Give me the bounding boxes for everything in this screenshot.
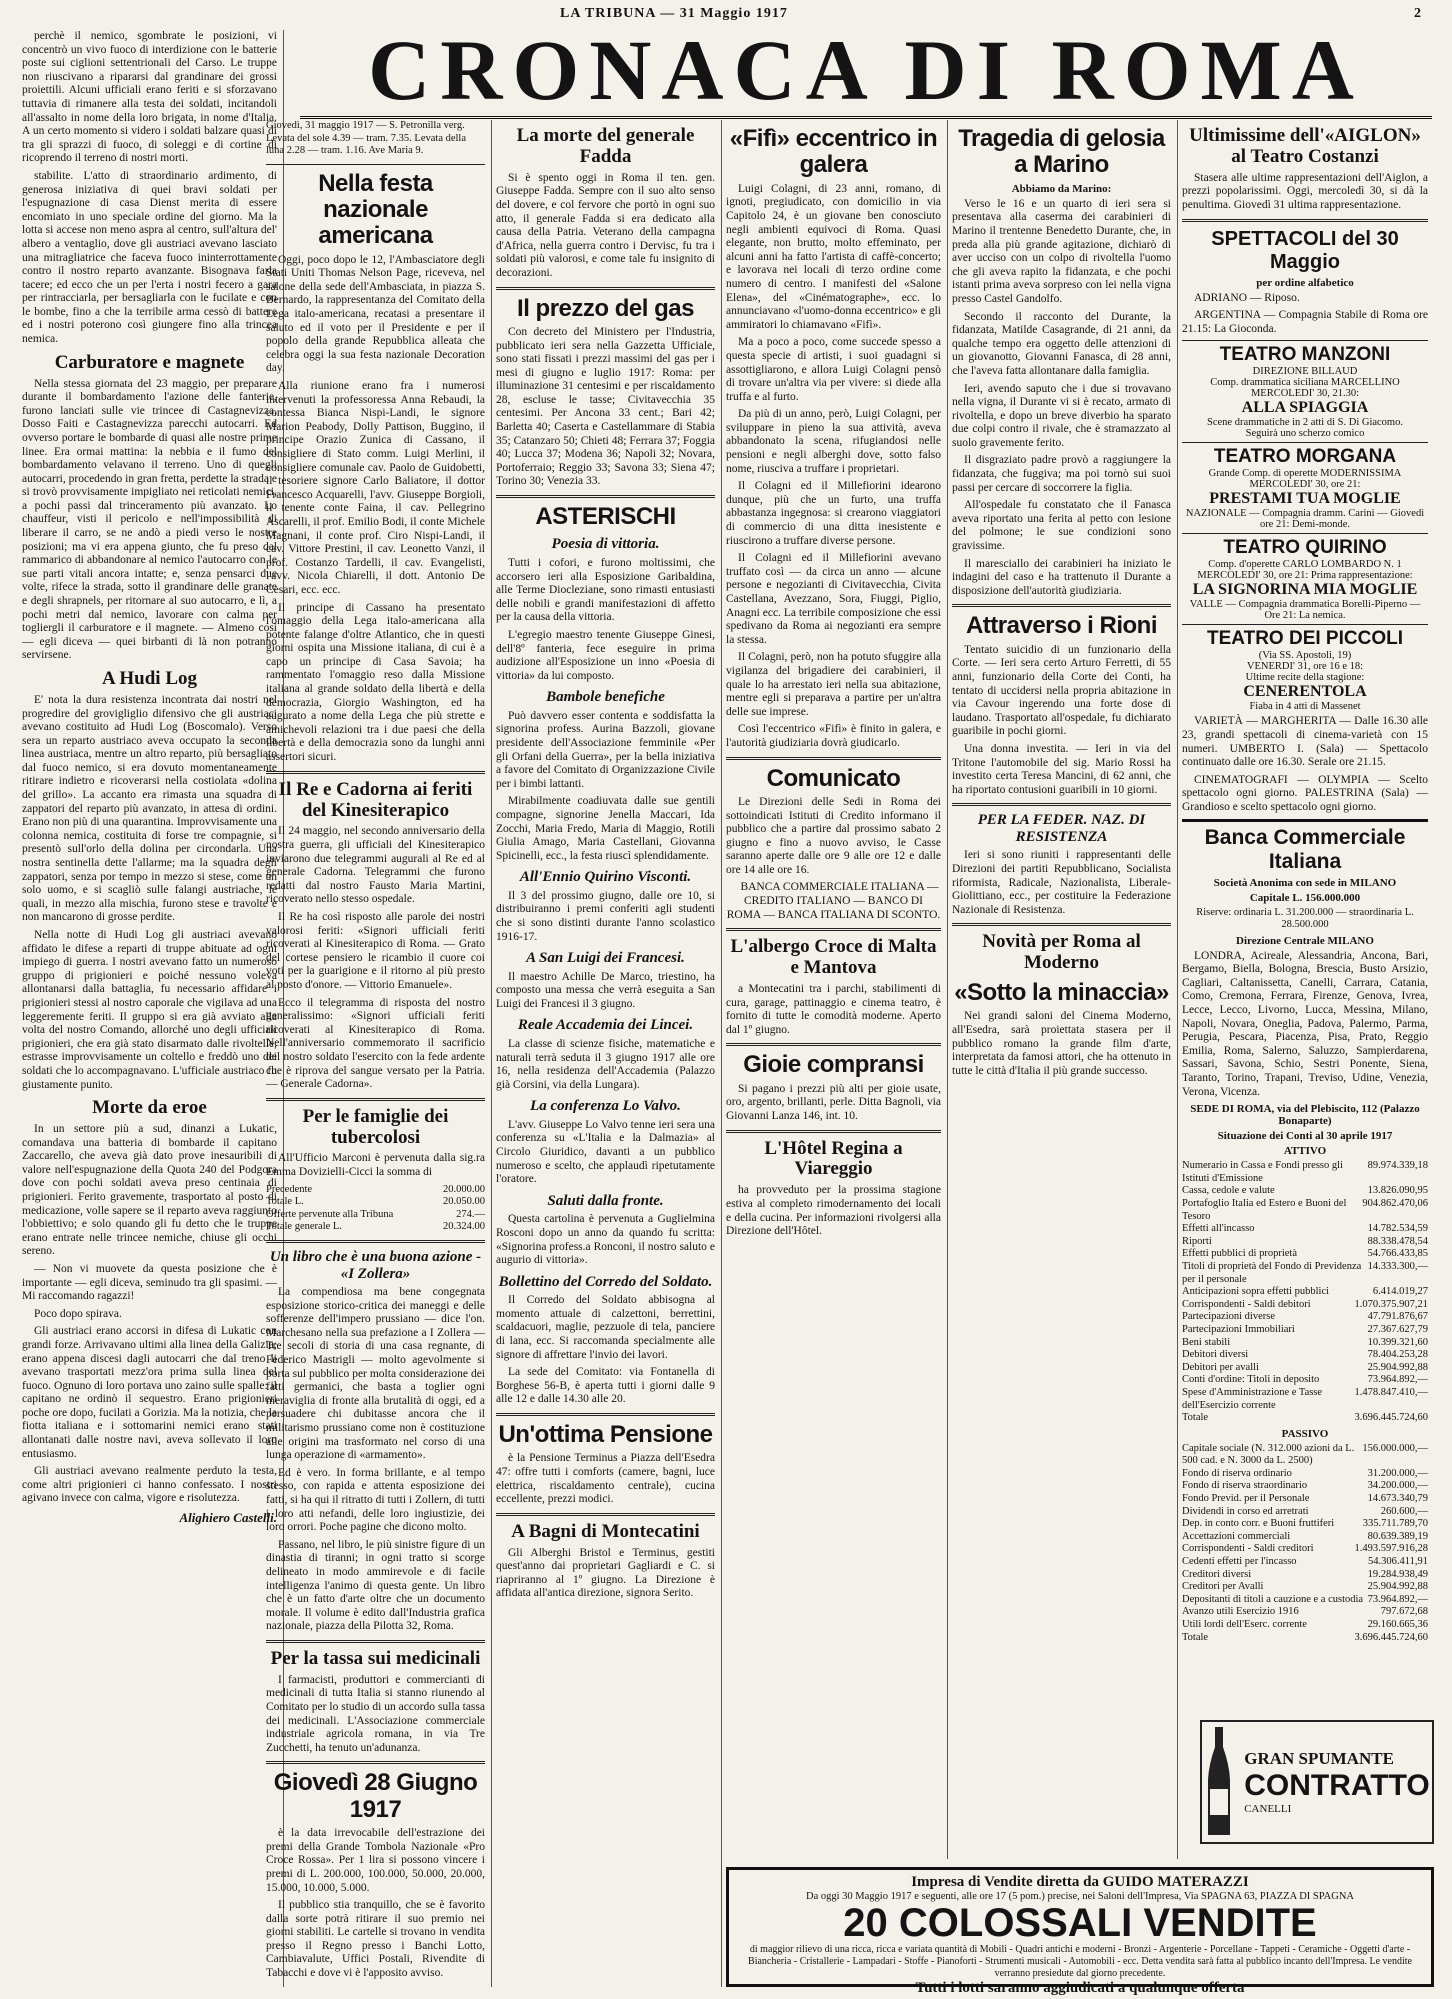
- theatre-direction: DIREZIONE BILLAUD: [1252, 366, 1358, 378]
- subscription-row: Totale generale L. 20.324.00: [266, 1221, 485, 1233]
- balance-item: Utili lordi dell'Eserc. corrente: [1182, 1619, 1307, 1630]
- balance-row: [1182, 1299, 1428, 1312]
- headline-asterischi: ASTERISCHI: [535, 503, 676, 531]
- vendite-company: Impresa di Vendite diretta da GUIDO MATERAZZI: [911, 1874, 1249, 1890]
- balance-item: Dep. in conto corr. e Buoni fruttiferi: [1182, 1518, 1335, 1530]
- balance-item: Titoli di proprietà del Fondo di Previdenza per il personale: [1182, 1260, 1362, 1285]
- column-6: [1182, 120, 1434, 1859]
- balance-row: [1182, 1443, 1428, 1468]
- theatre-play: CENERENTOLA: [1243, 683, 1367, 701]
- divider: [266, 164, 485, 165]
- bank-rome-office: SEDE DI ROMA, via del Plebiscito, 112 (Palazzo Bonaparte): [1190, 1103, 1420, 1128]
- headline-pensione: Un'ottima Pensione: [498, 1420, 713, 1448]
- headline-hotel-regina: L'Hôtel Regina a Viareggio: [764, 1137, 903, 1180]
- balance-amount: 47.791.876,67: [1367, 1311, 1428, 1323]
- spumante-text: [1244, 1749, 1430, 1815]
- divider: [266, 1640, 485, 1643]
- headline-fifi: «Fifì» eccentrico in galera: [729, 125, 938, 179]
- article-paragraph: Una donna investita. — Ieri in via del Tritone l'automobile del sig. Mario Rossi ha investito certa Teresa Mancini, di 62 anni, che ha riportato contusioni guaribili in 10 giorni.: [952, 742, 1171, 796]
- article-paragraph: Nei grandi saloni del Cinema Moderno, all'Esedra, sarà proiettata stasera per il pubblico romano la grande film d'arte, interpretata da famosi attori, che ha ottenuto in tutte le città d'Italia il più grande successo.: [952, 1010, 1171, 1077]
- theatre-time: MERCOLEDI' 30, ore 21: Prima rappresentazione:: [1197, 570, 1413, 582]
- article-paragraph: In un settore più a sud, dinanzi a Lukatic, comandava una batteria di bombarde il capitano Zaccarello, che aveva già dato prove inesauribili di valore nell'espugnazione della Quota 240 del Podgora dove con pochi soldati aveva preso centinaia di prigionieri. Ferito gravemente, trasportato al posto di medicazione, volle sapere se il reparto aveva raggiunto l'obbiettivo; e solo quando gli fu detto che le truppe erano entrate nelle trincee nemiche, chiuse gli occhi sereno.: [22, 1123, 277, 1258]
- article-paragraph: E' nota la dura resistenza incontrata dai nostri nel progredire del grovigliglio difensivo che gli austriaci avevano costituito ad Hudi Log (Boscomalo). Verso sera un reparto austriaco aveva occupato la seconda linea austriaca, mentre un altro reparto, più bersagliato dal fuoco nemico, si era dovuto momentaneamente ritirare indietro e ricoverarsi nella costiolata «dolina del grillo». La accanto era rimasta una squadra di zappatori del reparto più avanzato, in attesa di ordini. Erano non più di una quarantina. Improvvisamente una colonna nemica, costituita di forse tre compagnie, si presentò sull'orlo della dolina per circondarla. Una nostra sentinella dette l'allarme; ma la squadra degli zappatori, senza por tempo in mezzo si stese, come un solo uomo, e si scagliò sulle falangi austriache, le quali, in mezzo alla mischia, furono stese e travolte e non mancarono di grosse perdite.: [22, 693, 277, 924]
- article-paragraph: Mirabilmente coadiuvata dalle sue gentili compagne, signorine Jenella Maccari, Ida Zocchi, Maria Fredo, Maria di Maggio, Rotili Giulia Amago, Maria Castellani, Giovanna Spicinelli, ecc., la festa riuscì splendidamente.: [496, 795, 715, 862]
- spumante-line1: GRAN SPUMANTE: [1244, 1749, 1394, 1768]
- theatre-time: MERCOLEDI' 30, 21.30:: [1250, 388, 1360, 400]
- balance-row: [1182, 1223, 1428, 1236]
- balance-amount: 1.070.375.907,21: [1354, 1298, 1428, 1310]
- balance-row: [1182, 1362, 1428, 1375]
- balance-row: [1182, 1324, 1428, 1337]
- balance-row: [1182, 1493, 1428, 1506]
- cinema-listing: CINEMATOGRAFI — OLYMPIA — Scelto spettacolo ogni giorno. PALESTRINA (Sala) — Grandioso e scelto spettacolo ogni giorno.: [1182, 773, 1428, 813]
- balance-amount: 904.862.470,06: [1362, 1198, 1428, 1209]
- balance-item: Capitale sociale (N. 312.000 azioni da L. 500 cad. e N. 3000 da L. 2500): [1182, 1442, 1355, 1467]
- balance-item: Corrispondenti - Saldi creditori: [1182, 1543, 1314, 1555]
- balance-amount: 73.964.892,—: [1367, 1593, 1428, 1605]
- theatre-quirino: [1182, 533, 1428, 624]
- headline-prezzo-gas: Il prezzo del gas: [517, 294, 694, 322]
- article-paragraph: Il Corredo del Soldato abbisogna al momento attuale di calzettoni, berrettini, scaldacuori, maglie, pezzuole di tela, panciere di lana, ecc. Si raccomanda specialmente alle signore di affrettare l'invio dei lavori.: [496, 1294, 715, 1361]
- vendite-footer: Tutti i lotti saranno aggiudicati a qualunque offerta: [915, 1980, 1245, 1996]
- masthead: [300, 24, 1432, 119]
- balance-row: [1182, 1468, 1428, 1481]
- running-title: LA TRIBUNA — 31 Maggio 1917: [560, 6, 788, 21]
- balance-item: Fondo di riserva straordinario: [1182, 1480, 1308, 1492]
- article-paragraph: Il Re ha così risposto alle parole dei nostri valorosi feriti: «Signori ufficiali feriti ricoverati al Kinesiterapico di Roma. — Grato del cortese pensiero le ricambio il cuore coi voti per la guarigione e il ritorno al più presto al posto d'onore. — Vittorio Emanuele».: [266, 910, 485, 991]
- balance-row: [1182, 1160, 1428, 1185]
- headline-moderno: Novità per Roma al Moderno: [982, 931, 1141, 974]
- balance-amount: 3.696.445.724,60: [1354, 1631, 1428, 1643]
- balance-amount: 73.964.892,—: [1367, 1374, 1428, 1386]
- article-paragraph: Ieri, avendo saputo che i due si trovavano nella vigna, il Durante vi si è recato, armato di rivoltella, e dopo un breve diverbio ha sparato due colpi contro il rivale, che è stramazzato al suolo gravemente ferito.: [952, 382, 1171, 449]
- headline-zollera: Un libro che è una buona azione - «I Zollera»: [269, 1249, 482, 1282]
- divider: [266, 771, 485, 774]
- headline-tombola-date: Giovedì 28 Giugno 1917: [273, 1769, 478, 1823]
- bank-direction: Direzione Centrale MILANO: [1236, 934, 1374, 947]
- passivo-label: PASSIVO: [1281, 1427, 1329, 1440]
- vendite-ad: [726, 1867, 1434, 1996]
- article-paragraph: Alla riunione erano fra i numerosi intervenuti la professoressa Anna Rebaudi, la contessa Bianca Nispi-Landi, le signore Marion Peabody, Dolly Pattison, Buggino, il principe Orazio Zunica di Cassano, il consigliere di Stato comm. Luigi Merlini, il consigliere comunale cav. Paolo de Guidobetti, il tesoriere signore Carlo Baliatore, il dottor Francesco Acquarelli, l'avv. Giuseppe Borgioli, il tenente conte Faina, il cav. Pellegrino Ascarelli, il prof. Emilio Bodi, il conte Michele Magnani, il conte prof. Ciro Nispi-Landi, il cav. Vittore Prestini, il cav. Leonetto Vanzi, il prof. Costanzo Tardelli, il cav. Evangelisti, l'avv. Nicola Chiarelli, il dott. Antonio De Cesari, ecc. ecc.: [266, 380, 485, 596]
- balance-item: Avanzo utili Esercizio 1916: [1182, 1606, 1299, 1618]
- almanac: Giovedì, 31 maggio 1917 — S. Petronilla verg. Levata del sole 4.39 — tram. 7.35. Levata della luna 2.28 — tram. 1.16. Ave Maria 9.: [266, 120, 467, 156]
- balance-amount: 29.160.665,36: [1367, 1619, 1428, 1630]
- balance-amount: 14.782.534,59: [1367, 1223, 1428, 1235]
- balance-item: Creditori per Avalli: [1182, 1581, 1264, 1593]
- article-paragraph: Così l'eccentrico «Fifì» è finito in galera, e l'autorità giudiziaria dovrà giudicarlo.: [726, 723, 941, 749]
- balance-row: [1182, 1248, 1428, 1261]
- article-paragraph: Tentato suicidio di un funzionario della Corte. — Ieri sera certo Arturo Ferretti, di 55 anni, funzionario della Corte dei Conti, ha tentato di uccidersi nella propria abitazione in via Cavour ingerendo una forte dose di laudano. Trasportato all'ospedale, fu dichiarato guaribile in pochi giorni.: [952, 643, 1171, 738]
- balance-item: Partecipazioni diverse: [1182, 1311, 1276, 1323]
- divider: [726, 928, 941, 931]
- theatre-piccoli: [1182, 624, 1428, 715]
- spectacles-subtitle: per ordine alfabetico: [1256, 276, 1354, 289]
- balance-amount: 19.284.938,49: [1367, 1568, 1428, 1580]
- balance-row: [1182, 1480, 1428, 1493]
- author-signature: Alighiero Castelli.: [179, 1510, 277, 1526]
- article-paragraph: All'ospedale fu constatato che il Fanasca aveva riportato una ferita al petto con lesione del polmone; le sue condizioni sono gravissime.: [952, 499, 1171, 553]
- article-paragraph: Ma a poco a poco, come succede spesso a questa specie di artisti, i suoi guadagni si assottigliarono, e allora Luigi Colagni pensò di trovare un'altra via per vivere: si diede alla truffa e al furto.: [726, 336, 941, 403]
- balance-row: [1182, 1311, 1428, 1324]
- article-paragraph: Il pubblico stia tranquillo, che se è favorito dalla sorte potrà ritirare il suo premio nei giorni stabiliti. Le cartelle si trovano in vendita presso il Regno presso i Banchi Lotto, Cambiavalute, Uffici Postali, Rivendite di Tabacchi e dove vi è l'apposito avviso.: [266, 1899, 485, 1980]
- divider: [952, 604, 1171, 607]
- article-paragraph: Gli austriaci erano accorsi in difesa di Lukatic con grandi forze. Arrivavano ultimi alla linea della Galizia; erano appena discesi dagli autocarri che dal treno li avevano trasportati mezz'ora prima sulla linea del fuoco. Ognuno di loro portava uno zaino sulle spalle: il capitano ne ordinò il sequestro. Erano prigionieri poche ore dopo, fucilati a Gorizia. Ma la notizia, che la fiotta italiana e i sottomarini nemici erano stati allontanati dalle nostre navi, aveva sollevato il loro entusiasmo.: [22, 1325, 277, 1460]
- headline-gioie: Gioie compransi: [743, 1051, 924, 1079]
- balance-item: Anticipazioni sopra effetti pubblici: [1182, 1286, 1330, 1298]
- balance-amount: 797.672,68: [1380, 1606, 1428, 1618]
- spumante-origin: CANELLI: [1244, 1803, 1292, 1815]
- article-paragraph: Si pagano i prezzi più alti per gioie usate, oro, argento, brillanti, perle. Ditta Bagnoli, via Giovanni Lanza 146, int. 10.: [726, 1082, 941, 1122]
- balance-amount: 25.904.992,88: [1367, 1581, 1428, 1593]
- subscription-row: Totale L. 20.050.00: [266, 1196, 485, 1208]
- balance-row: [1182, 1543, 1428, 1556]
- balance-amount: 25.904.992,88: [1367, 1361, 1428, 1373]
- subheadline: Saluti dalla fronte.: [547, 1192, 664, 1209]
- bank-subtitle: Società Anonima con sede in MILANO: [1213, 876, 1397, 889]
- headline-morte-da-eroe: Morte da eroe: [92, 1097, 207, 1119]
- article-paragraph: Passano, nel libro, le più sinistre figure di un dinastia di tiranni; in ogni tratto si scorge delineato in modo ammirevole e di facile intelligenza l'animo di questa gente. Un libro che è un fatto d'arte oltre che un documento morale. Il volume è edito dall'Industria grafica nazionale, piazza della Pilotta 32, Roma.: [266, 1538, 485, 1633]
- subheadline: Poesia di vittoria.: [551, 536, 660, 553]
- article-paragraph: Ieri si sono riuniti i rappresentanti delle Direzioni dei partiti Repubblicano, Socialista riformista, Radicale, Nazionalista, Liberale-Giolittiano, ecc., per costituire la Federazione Nazionale di Resistenza.: [952, 849, 1171, 916]
- balance-item: Effetti all'incasso: [1182, 1223, 1255, 1235]
- balance-row: [1182, 1569, 1428, 1582]
- column-2: [266, 120, 492, 1987]
- article-paragraph: La sede del Comitato: via Fontanella di Borghese 56-B, è aperta tutti i giorni dalle 9 alle 12 e dalle 14.30 alle 20.: [496, 1366, 715, 1406]
- article-paragraph: L'avv. Giuseppe Lo Valvo tenne ieri sera una conferenza su «L'Italia e la Dalmazia» al Circolo Giuridico, davanti a un pubblico numeroso e scelto, che applaudì ripetutamente l'oratore.: [496, 1118, 715, 1186]
- balance-amount: 10.399.321,60: [1367, 1336, 1428, 1348]
- article-paragraph: Ed è vero. In forma brillante, e al tempo stesso, con rapida e attenta esposizione dei fatti, si ha qui il ritratto di tutti i Zollern, di tutti i loro atti nefandi, delle loro ingiustizie, dei loro orrori. Poche pagine che dicono molto.: [266, 1466, 485, 1534]
- vendite-headline: 20 COLOSSALI VENDITE: [843, 1901, 1317, 1945]
- article-paragraph: Gli Alberghi Bristol e Terminus, gestiti quest'anno dai proprietari Gagliardi e C. si riapriranno al 1º giugno. La Direzione è affidata all'antica direzione, signora Serito.: [496, 1546, 715, 1600]
- balance-item: Riporti: [1182, 1235, 1212, 1247]
- divider: [496, 1413, 715, 1416]
- headline-carburatore: Carburatore e magnete: [54, 351, 245, 373]
- headline-comunicato: Comunicato: [766, 764, 901, 792]
- attivo-label: ATTIVO: [1283, 1145, 1327, 1158]
- article-paragraph: Il maestro Achille De Marco, triestino, ha composto una messa che verrà eseguita a San Luigi dei Francesi il 3 giugno.: [496, 970, 715, 1010]
- bank-list: BANCA COMMERCIALE ITALIANA — CREDITO ITALIANO — BANCO DI ROMA — BANCA ITALIANA DI SCONTO.: [726, 881, 941, 921]
- balance-item: Partecipazioni Immobiliari: [1182, 1323, 1295, 1335]
- divider: [726, 1043, 941, 1046]
- headline-tassa-medicinali: Per la tassa sui medicinali: [270, 1647, 481, 1669]
- theatre-company: Comp. d'operette CARLO LOMBARDO N. 1: [1208, 559, 1402, 571]
- balance-row: [1182, 1632, 1428, 1645]
- vendite-dates: Da oggi 30 Maggio 1917 e seguenti, alle ore 17 (5 pom.) precise, nei Saloni dell'Impresa, Via SPAGNA 63, PIAZZA DI SPAGNA: [806, 1891, 1354, 1902]
- article-paragraph: è la data irrevocabile dell'estrazione dei premi della Grande Tombola Nazionale «Pro Croce Rossa». Per 1 lira si possono vincere i premi di L. 200.000, 100.000, 50.000, 20.000, 15.000, 10.000, 5.000.: [266, 1827, 485, 1894]
- article-paragraph: ha provveduto per la prossima stagione estiva al completo rimodernamento dei locali e della cucina. Per informazioni rivolgersi alla Direzione dell'Hôtel.: [726, 1184, 941, 1238]
- dateline: Abbiamo da Marino:: [1011, 182, 1112, 195]
- article-paragraph: Il Colagni ed il Millefiorini avevano truffato così — da circa un anno — alcune persone e negozianti di Civitavecchia, Civita Castellana, Avezzano, Sora, Fiuggi, Piglio, Anagni ecc. La terribile composizione che essi spedivano da Roma ai negozianti era sempre la stessa.: [726, 552, 941, 646]
- balance-item: Cedenti effetti per l'incasso: [1182, 1556, 1297, 1568]
- headline-albergo-croce: L'albergo Croce di Malta e Mantova: [730, 936, 937, 979]
- balance-row: [1182, 1412, 1428, 1425]
- theatre-address: (Via SS. Apostoli, 19): [1258, 650, 1352, 662]
- balance-amount: 88.338.478,54: [1367, 1235, 1428, 1247]
- spumante-ad: [1200, 1720, 1434, 1844]
- headline-federazione: PER LA FEDER. NAZ. DI RESISTENZA: [977, 812, 1146, 845]
- article-paragraph: Il disgraziato padre provò a raggiungere la fidanzata, che fuggiva; ma poi tornò sui suoi passi per cercare di soccorrere la figlia.: [952, 454, 1171, 494]
- masthead-title: CRONACA DI ROMA: [368, 22, 1364, 118]
- theatre-play: PRESTAMI TUA MOGLIE: [1209, 490, 1401, 508]
- balance-amount: 54.306.411,91: [1368, 1556, 1428, 1568]
- theatre-note: Ultime recite della stagione:: [1245, 672, 1365, 684]
- subheadline: All'Ennio Quirino Visconti.: [519, 869, 692, 886]
- theatre-company: Comp. drammatica siciliana MARCELLINO: [1210, 377, 1400, 389]
- theatre-note: NAZIONALE — Compagnia dramm. Carini — Giovedì ore 21: Demi-monde.: [1185, 508, 1425, 531]
- column-3: [496, 120, 722, 1987]
- balance-row: [1182, 1531, 1428, 1544]
- theatre-note: Fiaba in 4 atti di Massenet: [1249, 701, 1361, 713]
- subheadline: Bollettino del Corredo del Soldato.: [498, 1273, 713, 1290]
- balance-item: Debitori diversi: [1182, 1349, 1249, 1361]
- subscription-list: [266, 1184, 485, 1234]
- balance-amount: 80.639.389,19: [1367, 1530, 1428, 1542]
- theatre-manzoni: [1182, 340, 1428, 442]
- bank-branches: LONDRA, Acireale, Alessandria, Ancona, Bari, Bergamo, Biella, Bologna, Brescia, Busto Arsizio, Cagliari, Caltanissetta, Canelli, Carrara, Catania, Como, Cremona, Ferrara, Firenze, Genova, Ivrea, Lecce, Lecco, Livorno, Lucca, Messina, Milano, Napoli, Novara, Oneglia, Padova, Palermo, Parma, Perugia, Pescara, Piacenza, Pisa, Prato, Reggio Emilia, Roma, Salerno, Saluzzo, Sampierdarena, Sassari, Savona, Schio, Sestri Ponente, Siena, Taranto, Torino, Trapani, Treviso, Udine, Venezia, Verona, Vicenza.: [1182, 949, 1428, 1098]
- theatre-name: TEATRO DEI PICCOLI: [1207, 628, 1403, 650]
- article-paragraph: Gli austriaci avevano realmente perduto la testa, come altri prigionieri ci hanno confessato. I nostri agivano invece con calma, vigore e risolutezza.: [22, 1465, 277, 1505]
- vendite-description: di maggior rilievo di una ricca, ricca e variata quantità di Mobili - Quadri antichi e moderni - Bronzi - Argenterie - Porcellane - Tappeti - Ceramiche - Oggetti d'arte - Biancheria - Cristallerie - Lampadari - Stoffe - Pianoforti - Strumenti musicali - Automobili - ecc. Detta vendita sarà fatta al pubblico incanto dell'Impresa. Le vendite verranno presiedute dal giorno precedente.: [748, 1944, 1412, 1979]
- theatre-company: Grande Comp. di operette MODERNISSIMA: [1208, 468, 1402, 480]
- article-paragraph: Il 24 maggio, nel secondo anniversario della nostra guerra, gli ufficiali del Kinesiterapico inviarono due telegrammi augurali al Re ed al generale Cadorna. Telegrammi che furono redatti dal nostro Fausto Maria Martini, ricoverato nello stesso ospedale.: [266, 825, 485, 906]
- headline-aiglon: Ultimissime dell'«AIGLON» al Teatro Costanzi: [1189, 125, 1421, 167]
- balance-row: [1182, 1619, 1428, 1632]
- column-5: [952, 120, 1178, 1859]
- balance-amount: 1.478.847.410,—: [1354, 1386, 1428, 1398]
- divider: [726, 1130, 941, 1133]
- headline-montecatini: A Bagni di Montecatini: [511, 1520, 700, 1542]
- balance-row: [1182, 1349, 1428, 1362]
- theatre-listing: ARGENTINA — Compagnia Stabile di Roma ore 21.15: La Gioconda.: [1182, 309, 1428, 335]
- balance-item: Fondo Previd. per il Personale: [1182, 1493, 1310, 1505]
- balance-item: Depositanti di titoli a cauzione e a custodia: [1182, 1593, 1364, 1605]
- theatre-note: VALLE — Compagnia drammatica Borelli-Piperno — Ore 21: La nemica.: [1189, 599, 1421, 622]
- article-paragraph: Poco dopo spirava.: [34, 1307, 122, 1320]
- bank-situation: Situazione dei Conti al 30 aprile 1917: [1217, 1130, 1393, 1143]
- balance-row: [1182, 1374, 1428, 1387]
- theatre-name: TEATRO QUIRINO: [1223, 537, 1387, 559]
- article-paragraph: è la Pensione Terminus a Piazza dell'Esedra 47: offre tutti i comforts (camere, bagni, luce elettrica, riscaldamento centrale), cucina eccellente, prezzi modici.: [496, 1452, 715, 1506]
- article-paragraph: Può davvero esser contenta e soddisfatta la signorina profess. Aurina Bazzoli, giovane presidente dell'Associazione femminile «Per gli Orfani della Guerra», per la bella iniziativa a favore del Comitato di Organizzazione Civile per i bimbi lattanti.: [496, 709, 715, 790]
- balance-item: Accettazioni commerciali: [1182, 1530, 1291, 1542]
- balance-amount: 1.493.597.916,28: [1354, 1543, 1428, 1555]
- balance-row: [1182, 1387, 1428, 1412]
- balance-amount: 6.414.019,27: [1372, 1286, 1428, 1298]
- balance-item: Spese d'Amministrazione e Tasse dell'Esercizio corrente: [1182, 1386, 1323, 1411]
- divider: [952, 803, 1171, 806]
- headline-re-cadorna: Il Re e Cadorna ai feriti del Kinesiterapico: [278, 778, 473, 821]
- article-paragraph: Da più di un anno, però, Luigi Colagni, per sviluppare in pieno la sua attività, aveva abbandonato la scena, rifugiandosi nelle pensioni e negli alberghi dove, sotto falso nome, riusciva a truffare i proprietari.: [726, 408, 941, 475]
- spumante-brand: CONTRATTO: [1244, 1769, 1430, 1802]
- article-paragraph: — Non vi muovete da questa posizione che è importante — egli diceva, seminudo tra gli spasimi. — Mi raccomando ragazzi!: [22, 1262, 277, 1303]
- theatre-play: LA SIGNORINA MIA MOGLIE: [1192, 581, 1418, 599]
- balance-row: [1182, 1261, 1428, 1286]
- divider: [496, 287, 715, 290]
- balance-row: [1182, 1506, 1428, 1519]
- balance-amount: 31.200.000,—: [1367, 1467, 1428, 1479]
- balance-row: [1182, 1518, 1428, 1531]
- balance-item: Effetti pubblici di proprietà: [1182, 1248, 1297, 1260]
- article-paragraph: stabilite. L'atto di straordinario ardimento, di generosa iniziativa di quei bravi soldati per l'espugnazione di casa Dienst merita di essere encomiato in uno speciale ordine del giorno. Ma la lotta si accese non meno aspra al centro, sull'altura del' albero a ventaglio, dove gli austriaci avevano lasciato una mitragliatrice che faceva fuoco ininterrottamente contro il nostro reparto avanzante. Bisognava farla tacere; ed ecco che un per l'erta i nostri fecero a gara per rintracciarla, per bersagliarla con le fucilate e con le bombe, fino a che la terribile arma cessò di battere ed i nostri poterono così giungere fino alla trincea nemica.: [22, 169, 277, 346]
- theatre-play: ALLA SPIAGGIA: [1241, 399, 1369, 417]
- balance-amount: 89.974.339,18: [1367, 1160, 1428, 1172]
- page-number: 2: [1414, 6, 1422, 21]
- headline-hudi-log: A Hudi Log: [101, 668, 198, 690]
- balance-row: [1182, 1198, 1428, 1223]
- article-paragraph: I farmacisti, produttori e commercianti di medicinali di tutta Italia si stanno riunendo al Comitato per lo studio di un accordo sulla tassa dei medicinali. L'Associazione commerciale industriale agricola romana, in via Tre Zucchetti, ha tenuto un'adunanza.: [266, 1673, 485, 1754]
- article-paragraph: Questa cartolina è pervenuta a Guglielmina Rosconi dopo un anno da quando fu scritta: «Signorina profess.a Ronconi, il nostro saluto e augurio di vittoria».: [496, 1213, 715, 1267]
- balance-amount: 78.404.253,28: [1367, 1349, 1428, 1361]
- balance-amount: 335.711.789,70: [1362, 1518, 1428, 1530]
- balance-item: Corrispondenti - Saldi debitori: [1182, 1298, 1311, 1310]
- balance-row: [1182, 1556, 1428, 1569]
- divider: [726, 757, 941, 760]
- balance-row: [1182, 1594, 1428, 1607]
- balance-amount: 27.367.627,79: [1367, 1323, 1428, 1335]
- article-paragraph: Nella notte di Hudi Log gli austriaci avevano affidato le difese a reparti di truppe abituate ad ogni impiego di guerra. I nostri avevano fatto un numeroso gruppo di prigionieri e poiché nessuno voleva allontanarsi dalla battaglia, fu necessario affidare i prigionieri stessi al nostro caporale che vigilava ad una leggeremente feriti. Il gruppo si era già avviato alla volta del nostro Comando, allorché uno degli ufficiali prigionieri, che era già stato disarmato dalle rivoltelle, estrasse improvvisamente un coltello e freddò uno dei soldati che lo accompagnavano. L'ufficiale austriaco fu giustamente punito.: [22, 929, 277, 1091]
- article-paragraph: La classe di scienze fisiche, matematiche e naturali terrà seduta il 3 giugno 1917 alle ore 16, nella residenza dell'Accademia (Palazzo già Corsini, via della Lungara).: [496, 1037, 715, 1091]
- balance-row: [1182, 1581, 1428, 1594]
- attivo-table: [1182, 1160, 1428, 1424]
- theatre-name: TEATRO MORGANA: [1213, 446, 1397, 468]
- subscription-intro: All'Ufficio Marconi è pervenuta dalla sig.ra Emma Dovizielli-Cicci la somma di: [266, 1152, 485, 1179]
- article-paragraph: La compendiosa ma bene congegnata esposizione storico-critica dei maneggi e delle sofferenze dell'impero prussiano — dice l'on. Marchesano nella sua prefazione a I Zollera — Tre secoli di storia di una casa regnante, di Federico Mastrigli — molto agevolmente si porta sul pubblico per molta considerazione dei fatti germanici, che basta a toglier ogni meraviglia di fronte alla brutalità di oggi, ed a persuadere chi dubitasse ancora che il militarismo prussiano come non è costituzione alle origini ma trasformato nel corso di una lunga operazione di «armamento».: [266, 1286, 485, 1462]
- subheadline: A San Luigi dei Francesi.: [526, 950, 685, 967]
- article-paragraph: a Montecatini tra i parchi, stabilimenti di cura, garage, pattinaggio e cinema teatro, è fornito di tutte le comodità moderne. Aperto dal 1º giugno.: [726, 983, 941, 1036]
- balance-amount: 14.673.340,79: [1367, 1493, 1428, 1505]
- balance-item: Totale: [1182, 1412, 1209, 1424]
- balance-amount: 260.600,—: [1380, 1505, 1428, 1517]
- article-paragraph: Il Colagni, però, non ha potuto sfuggire alla vigilanza del brigadiere dei carabinieri, il quale lo ha arrestato ieri nella sua abitazione, mentre egli si preparava a partire per un'altra delle sue imprese.: [726, 651, 941, 718]
- article-paragraph: Le Direzioni delle Sedi in Roma dei sottoindicati Istituti di Credito informano il pubblico che a partire dal prossimo sabato 2 giugno e fino a nuovo avviso, le Casse saranno aperte dalle ore 9 alle ore 12 e dalle ore 14 alle ore 16.: [726, 795, 941, 876]
- headline-generale-fadda: La morte del generale Fadda: [516, 125, 695, 167]
- divider: [496, 1513, 715, 1516]
- subscription-row: Offerte pervenute alla Tribuna 274.—: [266, 1208, 485, 1220]
- balance-item: Debitori per avalli: [1182, 1361, 1259, 1373]
- article-paragraph: Secondo il racconto del Durante, la fidanzata, Matilde Casagrande, di 21 anni, da qualche tempo era oggetto delle attenzioni di un giovanotto, Giovanni Fanasca, di 28 anni, che l'aveva fatta allontanare dalla famiglia.: [952, 310, 1171, 377]
- article-paragraph: Verso le 16 e un quarto di ieri sera si presentava alla caserma dei carabinieri di Marino il trentenne Benedetto Durante, che, in preda alla più grande agitazione, dichiarò di aver ucciso con un colpo di rivoltella l'uomo che gli aveva rapito la fidanzata, e che pochi istanti prima aveva sorpreso con lei nella vigna presso Castel Gandolfo.: [952, 197, 1171, 305]
- headline-tragedia-marino: Tragedia di gelosia a Marino: [958, 125, 1165, 179]
- divider: [952, 923, 1171, 926]
- article-paragraph: Si è spento oggi in Roma il ten. gen. Giuseppe Fadda. Sempre con il suo alto senso del dovere, e col fervore che portò in ogni suo atto, il generale Fadda si era dedicato alla causa della Patria. Veterano della campagna d'Africa, nella guerra contro i Dervisc, fu tra i soldati più valorosi, e come tale fu insignito di decorazioni.: [496, 171, 715, 279]
- spectacles-title: SPETTACOLI del 30 Maggio: [1211, 227, 1399, 273]
- balance-item: Dividendi in corso ed arretrati: [1182, 1505, 1309, 1517]
- balance-amount: 13.826.090,95: [1367, 1185, 1428, 1197]
- balance-amount: 54.766.433,85: [1367, 1248, 1428, 1260]
- balance-row: [1182, 1606, 1428, 1619]
- divider: [266, 1240, 485, 1243]
- balance-row: [1182, 1286, 1428, 1299]
- theatre-note: Seguirà uno scherzo comico: [1245, 428, 1365, 440]
- balance-row: [1182, 1185, 1428, 1198]
- balance-amount: 34.200.000,—: [1367, 1480, 1428, 1492]
- article-paragraph: Il maresciallo dei carabinieri ha iniziato le indagini del caso e ha trattenuto il Durante a disposizione dell'autorità giudiziaria.: [952, 557, 1171, 597]
- headline-attraverso-rioni: Attraverso i Rioni: [965, 612, 1158, 640]
- bank-capital: Capitale L. 156.000.000: [1249, 891, 1361, 904]
- balance-amount: 3.696.445.724,60: [1354, 1412, 1428, 1424]
- balance-row: [1182, 1337, 1428, 1350]
- balance-item: Conti d'ordine: Titoli in deposito: [1182, 1374, 1320, 1386]
- theatre-name: TEATRO MANZONI: [1219, 344, 1391, 366]
- balance-item: Fondo di riserva ordinario: [1182, 1467, 1292, 1479]
- bank-reserves: Riserve: ordinaria L. 31.200.000 — straordinaria L. 28.500.000: [1196, 906, 1414, 931]
- headline-sotto-la-minaccia: «Sotto la minaccia»: [954, 979, 1169, 1007]
- subheadline: Bambole benefiche: [546, 689, 665, 706]
- balance-item: Cassa, cedole e valute: [1182, 1185, 1275, 1197]
- balance-item: Beni stabili: [1182, 1336, 1231, 1348]
- article-paragraph: Tutti i cofori, e furono moltissimi, che accorsero ieri alla Esposizione Garibaldina, alle Terme Diocleziane, sono rimasti entusiasti delle nobili e grandi manifestazioni di affetto per la causa della vittoria.: [496, 556, 715, 624]
- article-paragraph: Il Colagni ed il Millefiorini idearono dunque, più che un furto, una truffa abbastanza ingegnosa: si crearono viaggiatori di commercio di una ditta inesistente e riuscirono a truffare diverse persone.: [726, 480, 941, 547]
- theatre-time: MERCOLEDI' 30, ore 21:: [1249, 479, 1361, 491]
- theatre-note: Scene drammatiche in 2 atti di S. Di Giacomo.: [1207, 417, 1403, 429]
- bank-title: Banca Commerciale Italiana: [1182, 819, 1428, 874]
- column-1: [22, 30, 284, 1987]
- article-paragraph: Il principe di Cassano ha presentato l'omaggio della Lega italo-americana alla potente falange d'oltre Atlantico, che in questi giorni ospita una Missione italiana, di cui è a capo un principe di Casa Savoia; ha rammentato l'omaggio reso dalla Missione italiana al grande soldato della libertà e della democrazia, Giorgio Washington, ed ha augurato a nome della Lega che più strette e amichevoli relazioni tra i due paesi che della libertà e della democrazia sono da lunghi anni assertori sicuri.: [266, 601, 485, 764]
- article-paragraph: Il 3 del prossimo giugno, dalle ore 10, si distribuiranno i premi conferiti agli studenti che si sono distinti durante l'anno scolastico 1916-17.: [496, 889, 715, 943]
- column-4: [726, 120, 948, 1859]
- theatre-listing: ADRIANO — Riposo.: [1194, 291, 1300, 304]
- balance-item: Creditori diversi: [1182, 1568, 1252, 1580]
- divider: [266, 1098, 485, 1101]
- theatre-morgana: [1182, 442, 1428, 533]
- balance-amount: 156.000.000,—: [1362, 1442, 1428, 1454]
- subheadline: La conferenza Lo Valvo.: [530, 1098, 681, 1115]
- passivo-table: [1182, 1443, 1428, 1645]
- article-paragraph: perchè il nemico, sgombrate le posizioni, vi concentrò un vivo fuoco di interdizione con le batterie poste sui ciglioni settentrionali del Carso. Le truppe non riuscivano a ripararsi dal grandinare dei grossi proiettili. Alcuni ufficiali erano feriti e si sforzavano tuttavia di rimanere alla testa dei soldati, incitandoli all'assalto in nome della loro brigata, in nome d'Italia. A un certo momento si videro i soldati balzare quasi di tra gli sprazzi di fuoco, di soleggi e di cortine di ricoprendo il terreno di nostri morti.: [22, 30, 277, 165]
- article-paragraph: Oggi, poco dopo le 12, l'Ambasciatore degli Stati Uniti Thomas Nelson Page, riceveva, nel salone della sede dell'Ambasciata, in piazza S. Bernardo, la rappresentanza del Comitato della Lega italo-americana, recatasi a presentare il saluto ed il voto per il Presidente e per il popolo della grande Repubblica alleata che celebra oggi la sua festa nazionale Decoration day.: [266, 253, 485, 375]
- theatre-time: VENERDI' 31, ore 16 e 18:: [1246, 661, 1364, 673]
- divider: [266, 1761, 485, 1764]
- bottle-icon: [1204, 1727, 1234, 1837]
- headline-tubercolosi: Per le famiglie dei tubercolosi: [302, 1105, 449, 1148]
- divider: [1182, 219, 1428, 222]
- subheadline: Reale Accademia dei Lincei.: [517, 1017, 694, 1034]
- balance-item: Portafoglio Italia ed Estero e Buoni del Tesoro: [1182, 1198, 1347, 1222]
- balance-item: Numerario in Cassa e Fondi presso gli Istituti d'Emissione: [1182, 1160, 1343, 1184]
- article-paragraph: L'egregio maestro tenente Giuseppe Ginesi, dell'8º fanteria, fece eseguire in prima audizione all'Esposizione un inno «Poesia di vittoria» da lui composto.: [496, 628, 715, 682]
- subscription-row: Precedente 20.000.00: [266, 1183, 485, 1195]
- divider: [496, 495, 715, 498]
- article-paragraph: Stasera alle ultime rappresentazioni dell'Aiglon, a prezzi popolarissimi. Oggi, mercoledì 30, si dà la penultima. Giovedì 31 ultima rappresentazione.: [1182, 171, 1428, 211]
- balance-row: [1182, 1236, 1428, 1249]
- balance-amount: 14.333.300,—: [1367, 1260, 1428, 1272]
- balance-item: Totale: [1182, 1631, 1209, 1643]
- headline-festa-americana: Nella festa nazionale americana: [318, 169, 433, 250]
- varieta-listing: VARIETÀ — MARGHERITA — Dalle 16.30 alle 23, grandi spettacoli di cinema-varietà con 15 numeri. UMBERTO I. (Sala) — Spettacolo continuato dalle ore 16.30. Serale ore 21.15.: [1182, 715, 1428, 769]
- article-paragraph: Nella stessa giornata del 23 maggio, per preparare durante il bombardamento l'azione delle fanterie, furono lanciati sulle vie trincee di Castagnevizza, Dosso Faiti e Castagnevizza parecchi autocarri. Ed ovverso portare le bombarde di quasi alle nostre prime linee. Era ormai mattina: la nebbia e il fumo del bombardamento velavano il terreno. Uno di quegli autocarri, procedendo in gran fretta, perdette la strada e si trovò provvisamente impigliato nei reticolati nemici, a pochi passi dal trinceramento più avanzato. Lo chauffeur, visti il pericolo e nell'impossibilità di liberare il carro, se ne andò a piedi verso le nostre posizioni; ma vi era appena giunto, che fu preso dal rammarico di abbandonare al nemico l'autocarro con le sue parti vitali ancora intatte; e, senza pensarci due volte, rifece la strada, sotto il grandinare delle granate e degli shrapnels, per ritornare al suo autocarro, e lì, a pochi metri dal nemico, lavorare con calma per togliergli il carburatore e il magnete. — Almeno così — egli diceva — quei birbanti di là non potranno servirsene.: [22, 377, 277, 662]
- article-paragraph: Ecco il telegramma di risposta del nostro generalissimo: «Signori ufficiali feriti ricoverati al Kinesiterapico di Roma. Nell'anniversario commemorato il sacrificio del nostro soldato l'esercito con la fede ardente che è riprova del sangue versato per la Patria. — Generale Cadorna».: [266, 996, 485, 1091]
- article-paragraph: Con decreto del Ministero per l'Industria, pubblicato ieri sera nella Gazzetta Ufficiale, sono stati fissati i prezzi massimi del gas per i mesi di giugno e luglio 1917: Roma: per illuminazione 31 centesimi e per riscaldamento 28, escluse le tasse; Civitavecchia 35 centesimi. Per Ancona 33 cent.; Bari 42; Barletta 40; Caserta e Castellammare di Stabia 35; Catanzaro 50; Chieti 48; Ferrara 37; Foggia 40; Lucca 37; Modena 36; Napoli 32; Novara, Portoferraio; Reggio 33; Savona 33; Siena 47; Torino 30; Venezia 33.: [496, 325, 715, 488]
- article-paragraph: Luigi Colagni, di 23 anni, romano, di ignoti, pregiudicato, con domicilio in via Capitolo 24, è un giovane ben conosciuto negli ambienti equivoci di Roma. Quasi elegante, non brutto, molto effeminato, per alcuni anni ha fatto l'artista di caffè-concerto; e lavorava nei locali di terzo ordine come numero di centro. I manifesti del «Salone Elena», del «Cinématographe», ecc. lo annunciavano «l'uomo-donna eccentrico» e gli ammiratori lo chiamavano «Fifì».: [726, 182, 941, 331]
